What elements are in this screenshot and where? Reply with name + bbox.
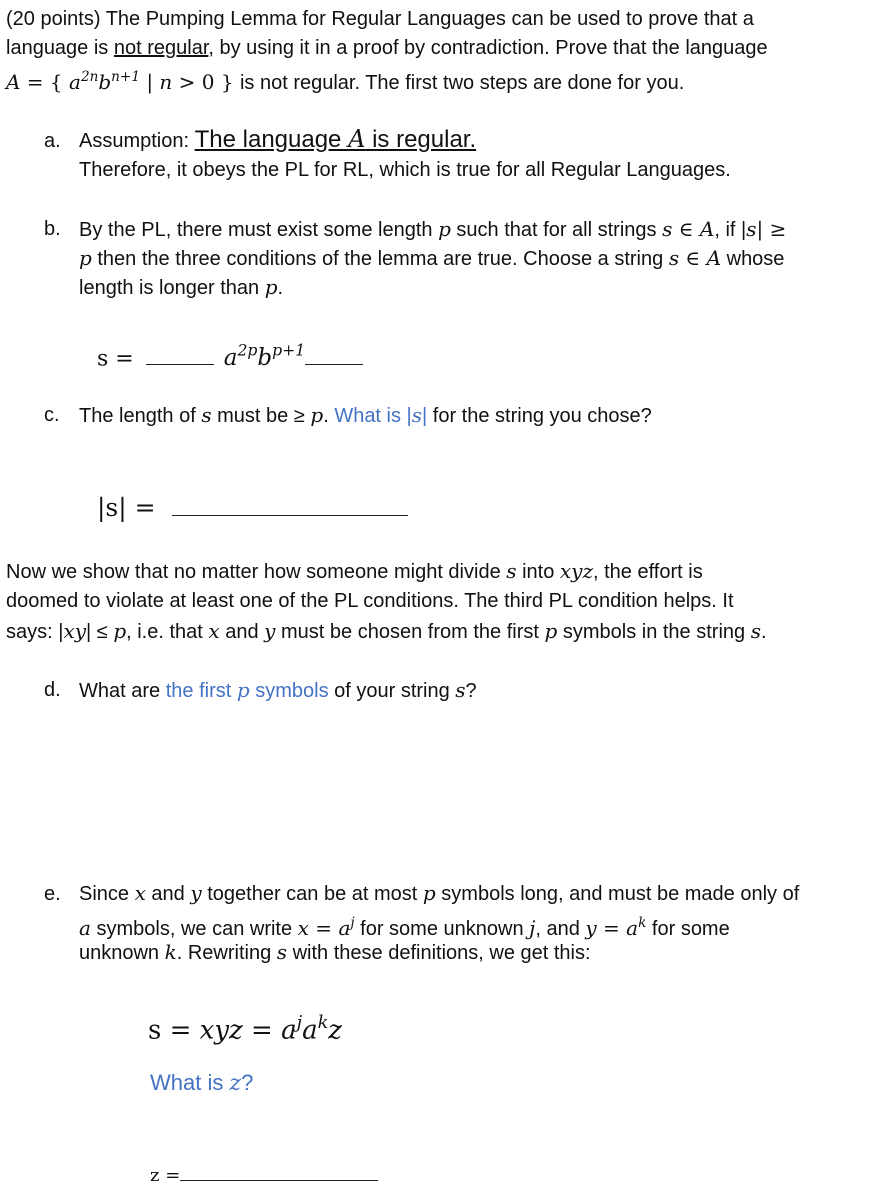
step-d-line-1: What are the first p symbols of your string s? bbox=[79, 678, 477, 702]
assumption-answer: The language A is regular. bbox=[194, 125, 477, 153]
chosen-string: $a^{2p}b^{p+1}$ bbox=[223, 341, 306, 372]
z-answer-blank[interactable] bbox=[180, 1180, 378, 1181]
intro-line-1: (20 points) The Pumping Lemma for Regular Languages can be used to prove that a bbox=[6, 8, 754, 30]
first-p-symbols: the first p symbols bbox=[165, 678, 329, 702]
transition-line-1: Now we show that no matter how someone might divide s into xyz, the effort is bbox=[6, 559, 703, 583]
length-answer-blank[interactable] bbox=[172, 515, 408, 516]
decomposition-equation: s = xyz = $a^ja^kz$ bbox=[148, 1013, 342, 1046]
marker-a: a. bbox=[44, 130, 61, 152]
z-answer-row: z = bbox=[150, 1160, 378, 1191]
step-b-line-3: length is longer than p. bbox=[79, 275, 284, 299]
marker-c: c. bbox=[44, 404, 60, 426]
step-b-line-2: p then the three conditions of the lemma are true. Choose a string s ∈ A whose bbox=[79, 246, 785, 270]
transition-line-3: says: |xy| ≤ p, i.e. that x and y must be chosen from the first p symbols in the string s. bbox=[6, 619, 767, 643]
intro-line-3: A = { $a^{2n}b^{n+1}$ | n > 0 } is not regular. The first two steps are done for you. bbox=[6, 69, 685, 95]
length-answer-row: |s| = bbox=[97, 493, 408, 525]
step-e-line-2: a symbols, we can write $x = a^j$ for some unknown j, and $y = a^k$ for some bbox=[79, 915, 730, 941]
marker-b: b. bbox=[44, 218, 61, 240]
step-c-line-1: The length of s must be ≥ p. What is |s| for the string you chose? bbox=[79, 403, 652, 427]
not-regular-text: not regular bbox=[113, 37, 209, 59]
length-question: What is |s| bbox=[334, 403, 428, 427]
intro-line-2: language is not regular, by using it in a proof by contradiction. Prove that the language bbox=[6, 37, 768, 59]
step-e-line-3: unknown k. Rewriting s with these definitions, we get this: bbox=[79, 940, 591, 964]
marker-d: d. bbox=[44, 679, 61, 701]
step-e-line-1: Since x and y together can be at most p symbols long, and must be made only of bbox=[79, 881, 800, 905]
step-b-line-1: By the PL, there must exist some length p such that for all strings s ∈ A, if |s| ≥ bbox=[79, 217, 787, 241]
z-question: What is z? bbox=[150, 1070, 254, 1096]
step-a-line-1: Assumption: The language A is regular. bbox=[79, 125, 477, 153]
step-a-line-2: Therefore, it obeys the PL for RL, which is true for all Regular Languages. bbox=[79, 159, 731, 181]
string-choice: $s = a^{2p}b^{p+1}$ bbox=[97, 336, 363, 374]
marker-e: e. bbox=[44, 883, 61, 905]
transition-line-2: doomed to violate at least one of the PL conditions. The third PL condition helps. It bbox=[6, 590, 734, 612]
